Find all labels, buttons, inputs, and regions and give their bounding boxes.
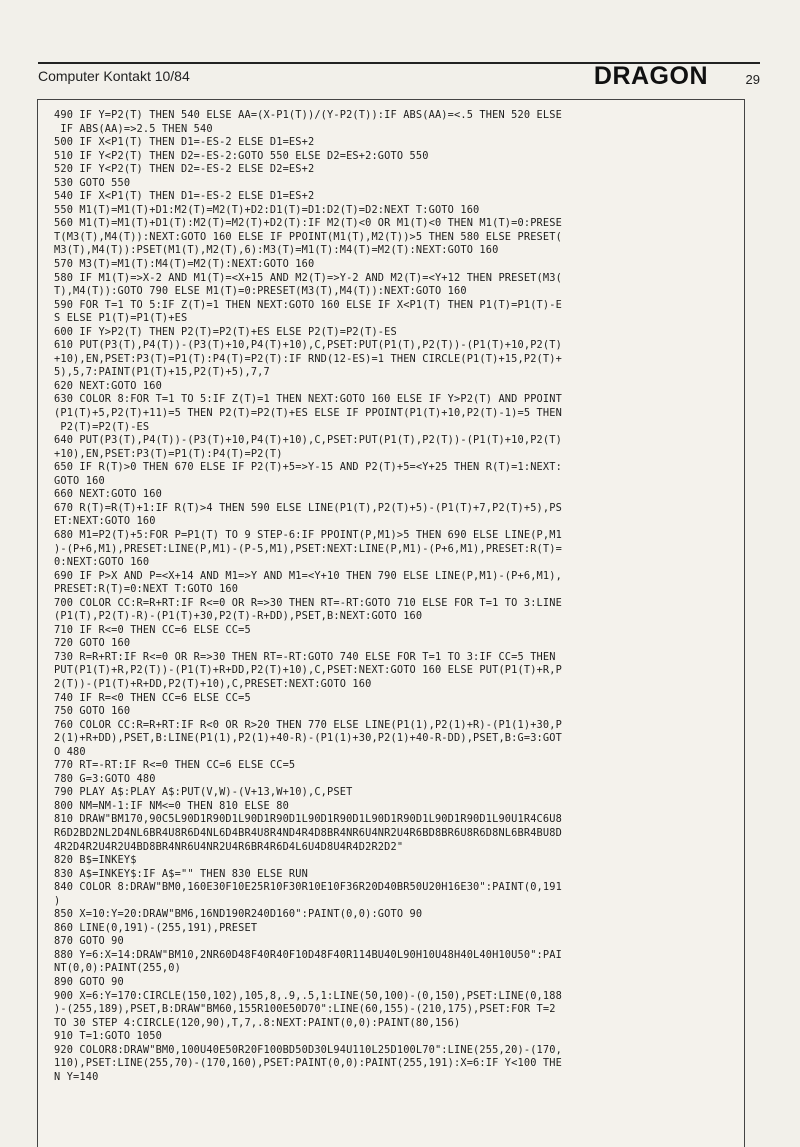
- listing-line: 660 NEXT:GOTO 160: [54, 488, 162, 501]
- listing-line: 550 M1(T)=M1(T)+D1:M2(T)=M2(T)+D2:D1(T)=D1:D2(T)=D2:NEXT T:GOTO 160: [54, 203, 480, 216]
- listing-line: 540 IF X<P1(T) THEN D1=-ES-2 ELSE D1=ES+2: [54, 190, 315, 203]
- page-header: [38, 62, 760, 88]
- listing-line: 760 COLOR CC:R=R+RT:IF R<0 OR R>20 THEN 770 ELSE LINE(P1(1),P2(1)+R)-(P1(1)+30,P: [54, 718, 562, 731]
- page-number: 29: [745, 72, 760, 87]
- listing-line: 790 PLAY A$:PLAY A$:PUT(V,W)-(V+13,W+10),C,PSET: [54, 786, 353, 799]
- listing-line: 5),5,7:PAINT(P1(T)+15,P2(T)+5),7,7: [54, 366, 270, 379]
- listing-line: 900 X=6:Y=170:CIRCLE(150,102),105,8,.9,.5,1:LINE(50,100)-(0,150),PSET:LINE(0,188: [54, 989, 562, 1002]
- listing-line: 670 R(T)=R(T)+1:IF R(T)>4 THEN 590 ELSE LINE(P1(T),P2(T)+5)-(P1(T)+7,P2(T)+5),PS: [54, 501, 562, 514]
- listing-line: 690 IF P>X AND P=<X+14 AND M1=>Y AND M1=<Y+10 THEN 790 ELSE LINE(P,M1)-(P+6,M1),: [54, 569, 562, 582]
- listing-line: GOTO 160: [54, 474, 105, 487]
- listing-line: N Y=140: [54, 1070, 99, 1083]
- listing-line: )-(255,189),PSET,B:DRAW"BM60,155R100E50D70":LINE(60,155)-(210,175),PSET:FOR T=2: [54, 1003, 556, 1016]
- listing-line: 750 GOTO 160: [54, 705, 131, 718]
- listing-line: 600 IF Y>P2(T) THEN P2(T)=P2(T)+ES ELSE P2(T)=P2(T)-ES: [54, 325, 397, 338]
- listing-line: 580 IF M1(T)=>X-2 AND M1(T)=<X+15 AND M2(T)=>Y-2 AND M2(T)=<Y+12 THEN PRESET(M3(: [54, 271, 562, 284]
- section-title: DRAGON: [593, 62, 708, 90]
- listing-line: PRESET:R(T)=0:NEXT T:GOTO 160: [54, 583, 239, 596]
- listing-line: ET:NEXT:GOTO 160: [54, 515, 156, 528]
- listing-line: (P1(T),P2(T)-R)-(P1(T)+30,P2(T)-R+DD),PSET,B:NEXT:GOTO 160: [54, 610, 423, 623]
- listing-line: 830 A$=INKEY$:IF A$="" THEN 830 ELSE RUN: [54, 867, 308, 880]
- listing-line: 710 IF R<=0 THEN CC=6 ELSE CC=5: [54, 623, 251, 636]
- listing-line: TO 30 STEP 4:CIRCLE(120,90),T,7,.8:NEXT:PAINT(0,0):PAINT(80,156): [54, 1016, 461, 1029]
- listing-line: T),M4(T)):GOTO 790 ELSE M1(T)=0:PRESET(M3(T),M4(T)):NEXT:GOTO 160: [54, 285, 467, 298]
- listing-line: +10),EN,PSET:P3(T)=P1(T):P4(T)=P2(T):IF RND(12-ES)=1 THEN CIRCLE(P1(T)+15,P2(T)+: [54, 352, 562, 365]
- listing-line: ): [54, 894, 61, 907]
- listing-line: 720 GOTO 160: [54, 637, 131, 650]
- listing-line: S ELSE P1(T)=P1(T)+ES: [54, 312, 188, 325]
- listing-line: 840 COLOR 8:DRAW"BM0,160E30F10E25R10F30R10E10F36R20D40BR50U20H16E30":PAINT(0,191: [54, 881, 562, 894]
- listing-line: 770 RT=-RT:IF R<=0 THEN CC=6 ELSE CC=5: [54, 759, 296, 772]
- listing-line: 4R2D4R2U4R2U4BD8BR4NR6U4NR2U4R6BR4R6D4L6U4D8U4R4D2R2D2": [54, 840, 404, 853]
- listing-line: 920 COLOR8:DRAW"BM0,100U40E50R20F100BD50D30L94U110L25D100L70":LINE(255,20)-(170,: [54, 1043, 562, 1056]
- listing-line: 500 IF X<P1(T) THEN D1=-ES-2 ELSE D1=ES+2: [54, 136, 315, 149]
- listing-line: 810 DRAW"BM170,90C5L90D1R90D1L90D1R90D1L90D1R90D1L90D1R90D1L90D1R90D1L90U1R4C6U8: [54, 813, 562, 826]
- listing-line: 590 FOR T=1 TO 5:IF Z(T)=1 THEN NEXT:GOTO 160 ELSE IF X<P1(T) THEN P1(T)=P1(T)-E: [54, 298, 562, 311]
- listing-line: 2(T))-(P1(T)+R+DD,P2(T)+10),C,PRESET:NEXT:GOTO 160: [54, 677, 372, 690]
- listing-line: 870 GOTO 90: [54, 935, 124, 948]
- listing-line: 110),PSET:LINE(255,70)-(170,160),PSET:PAINT(0,0):PAINT(255,191):X=6:IF Y<100 THE: [54, 1057, 562, 1070]
- listing-line: 730 R=R+RT:IF R<=0 OR R=>30 THEN RT=-RT:GOTO 740 ELSE FOR T=1 TO 3:IF CC=5 THEN: [54, 650, 556, 663]
- listing-line: 510 IF Y<P2(T) THEN D2=-ES-2:GOTO 550 ELSE D2=ES+2:GOTO 550: [54, 149, 429, 162]
- listing-line: 910 T=1:GOTO 1050: [54, 1030, 162, 1043]
- listing-line: 820 B$=INKEY$: [54, 854, 137, 867]
- listing-line: 570 M3(T)=M1(T):M4(T)=M2(T):NEXT:GOTO 160: [54, 258, 315, 271]
- listing-line: 860 LINE(0,191)-(255,191),PRESET: [54, 921, 258, 934]
- listing-line: PUT(P1(T)+R,P2(T))-(P1(T)+R+DD,P2(T)+10),C,PSET:NEXT:GOTO 160 ELSE PUT(P1(T)+R,P: [54, 664, 562, 677]
- listing-line: NT(0,0):PAINT(255,0): [54, 962, 181, 975]
- listing-line: 610 PUT(P3(T),P4(T))-(P3(T)+10,P4(T)+10),C,PSET:PUT(P1(T),P2(T))-(P1(T)+10,P2(T): [54, 339, 562, 352]
- listing-line: 880 Y=6:X=14:DRAW"BM10,2NR60D48F40R40F10D48F40R114BU40L90H10U48H40L40H10U50":PAI: [54, 948, 562, 961]
- listing-line: M3(T),M4(T)):PSET(M1(T),M2(T),6):M3(T)=M1(T):M4(T)=M2(T):NEXT:GOTO 160: [54, 244, 499, 257]
- listing-line: R6D2BD2NL2D4NL6BR4U8R6D4NL6D4BR4U8R4ND4R4D8BR4NR6U4NR2U4R6BD8BR6U8R6D8NL6BR4BU8D: [54, 826, 562, 839]
- listing-line: 780 G=3:GOTO 480: [54, 772, 156, 785]
- listing-line: 650 IF R(T)>0 THEN 670 ELSE IF P2(T)+5=>Y-15 AND P2(T)+5=<Y+25 THEN R(T)=1:NEXT:: [54, 461, 562, 474]
- listing-line: 680 M1=P2(T)+5:FOR P=P1(T) TO 9 STEP-6:IF PPOINT(P,M1)>5 THEN 690 ELSE LINE(P,M1: [54, 528, 562, 541]
- listing-line: 700 COLOR CC:R=R+RT:IF R<=0 OR R=>30 THEN RT=-RT:GOTO 710 ELSE FOR T=1 TO 3:LINE: [54, 596, 562, 609]
- listing-line: 740 IF R=<0 THEN CC=6 ELSE CC=5: [54, 691, 251, 704]
- listing-line: 560 M1(T)=M1(T)+D1(T):M2(T)=M2(T)+D2(T):IF M2(T)<0 OR M1(T)<0 THEN M1(T)=0:PRESE: [54, 217, 562, 230]
- listing-line: 630 COLOR 8:FOR T=1 TO 5:IF Z(T)=1 THEN NEXT:GOTO 160 ELSE IF Y>P2(T) AND PPOINT: [54, 393, 562, 406]
- listing-line: IF ABS(AA)=>2.5 THEN 540: [54, 122, 213, 135]
- listing-line: T(M3(T),M4(T)):NEXT:GOTO 160 ELSE IF PPOINT(M1(T),M2(T))>5 THEN 580 ELSE PRESET(: [54, 230, 562, 243]
- listing-line: 2(1)+R+DD),PSET,B:LINE(P1(1),P2(1)+40-R)-(P1(1)+30,P2(1)+40-R-DD),PSET,B:G=3:GOT: [54, 732, 562, 745]
- listing-line: 800 NM=NM-1:IF NM<=0 THEN 810 ELSE 80: [54, 799, 289, 812]
- listing-line: O 480: [54, 745, 86, 758]
- listing-line: (P1(T)+5,P2(T)+11)=5 THEN P2(T)=P2(T)+ES ELSE IF PPOINT(P1(T)+10,P2(T)-1)=5 THEN: [54, 407, 562, 420]
- listing-line: 620 NEXT:GOTO 160: [54, 379, 162, 392]
- listing-line: +10),EN,PSET:P3(T)=P1(T):P4(T)=P2(T): [54, 447, 283, 460]
- listing-line: 890 GOTO 90: [54, 976, 124, 988]
- program-listing-frame: [37, 99, 745, 1147]
- listing-line: 530 GOTO 550: [54, 176, 131, 189]
- magazine-issue: Computer Kontakt 10/84: [38, 68, 190, 84]
- listing-line: 0:NEXT:GOTO 160: [54, 556, 150, 569]
- listing-line: 850 X=10:Y=20:DRAW"BM6,16ND190R240D160":PAINT(0,0):GOTO 90: [54, 908, 423, 921]
- program-listing: [54, 109, 740, 1084]
- listing-line: 490 IF Y=P2(T) THEN 540 ELSE AA=(X-P1(T))/(Y-P2(T)):IF ABS(AA)=<.5 THEN 520 ELSE: [54, 109, 562, 121]
- listing-line: 520 IF Y<P2(T) THEN D2=-ES-2 ELSE D2=ES+2: [54, 163, 315, 176]
- listing-line: 640 PUT(P3(T),P4(T))-(P3(T)+10,P4(T)+10),C,PSET:PUT(P1(T),P2(T))-(P1(T)+10,P2(T): [54, 434, 562, 447]
- listing-line: P2(T)=P2(T)-ES: [54, 420, 150, 433]
- listing-line: )-(P+6,M1),PRESET:LINE(P,M1)-(P-5,M1),PSET:NEXT:LINE(P,M1)-(P+6,M1),PRESET:R(T)=: [54, 542, 562, 555]
